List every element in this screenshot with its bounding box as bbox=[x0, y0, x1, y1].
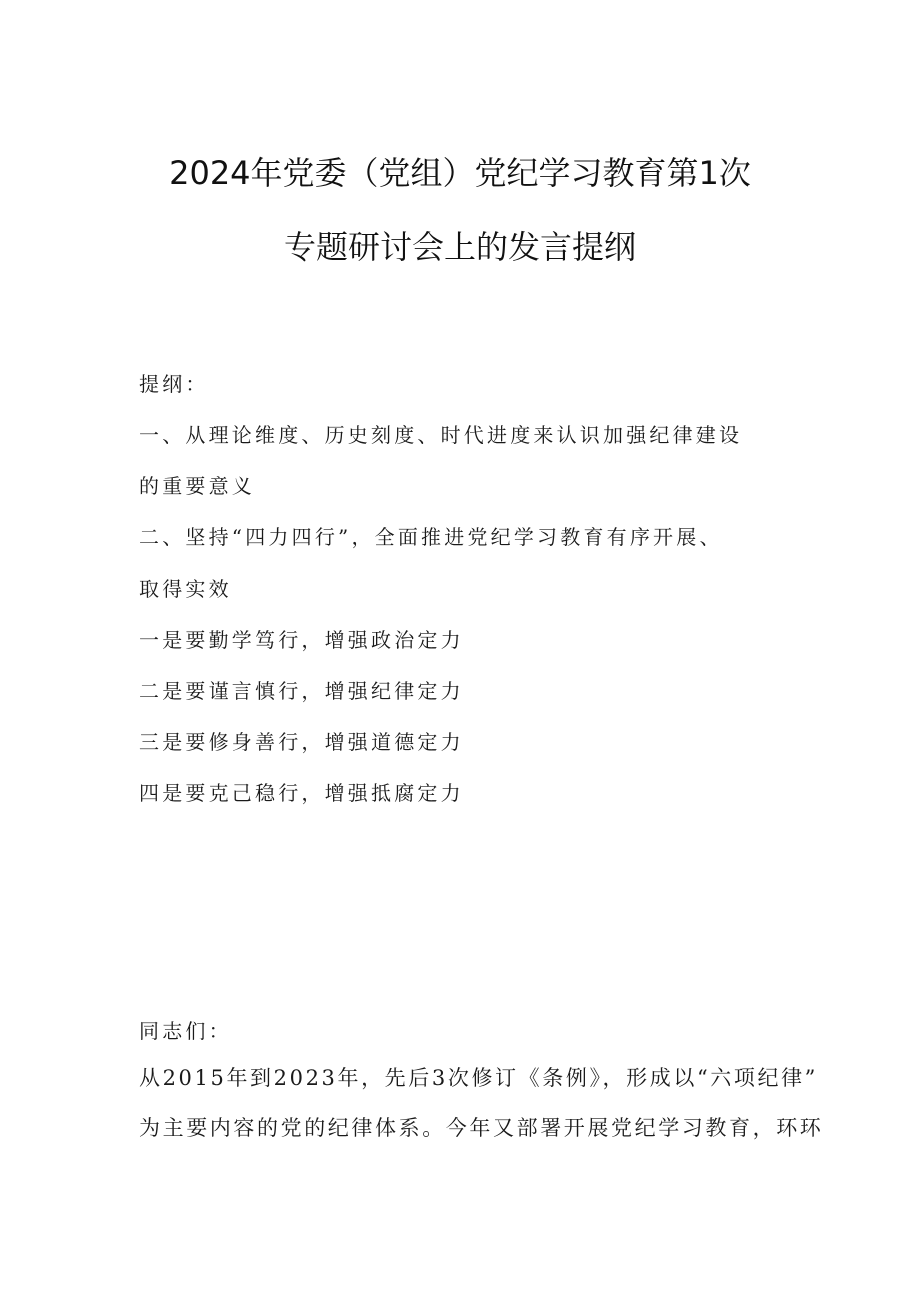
body-paragraph-line: 从2015年到2023年，先后3次修订《条例》，形成以“六项纪律” bbox=[139, 1066, 819, 1090]
outline-item: 一是要勤学笃行，增强政治定力 bbox=[139, 628, 464, 652]
outline-item: 取得实效 bbox=[139, 577, 232, 601]
body-paragraph-line: 为主要内容的党的纪律体系。今年又部署开展党纪学习教育，环环 bbox=[139, 1116, 824, 1140]
outline-item: 的重要意义 bbox=[139, 474, 255, 498]
outline-item: 一、从理论维度、历史刻度、时代进度来认识加强纪律建设 bbox=[139, 423, 743, 447]
greeting: 同志们： bbox=[139, 1019, 232, 1043]
outline-label: 提纲： bbox=[139, 372, 209, 396]
outline-item: 二是要谨言慎行，增强纪律定力 bbox=[139, 679, 464, 703]
outline-item: 三是要修身善行，增强道德定力 bbox=[139, 730, 464, 754]
document-title-line-1: 2024年党委（党组）党纪学习教育第1次 bbox=[169, 154, 751, 192]
outline-item: 四是要克己稳行，增强抵腐定力 bbox=[139, 781, 464, 805]
document-title-line-2: 专题研讨会上的发言提纲 bbox=[283, 228, 636, 266]
outline-item: 二、坚持“四力四行”，全面推进党纪学习教育有序开展、 bbox=[139, 525, 723, 549]
